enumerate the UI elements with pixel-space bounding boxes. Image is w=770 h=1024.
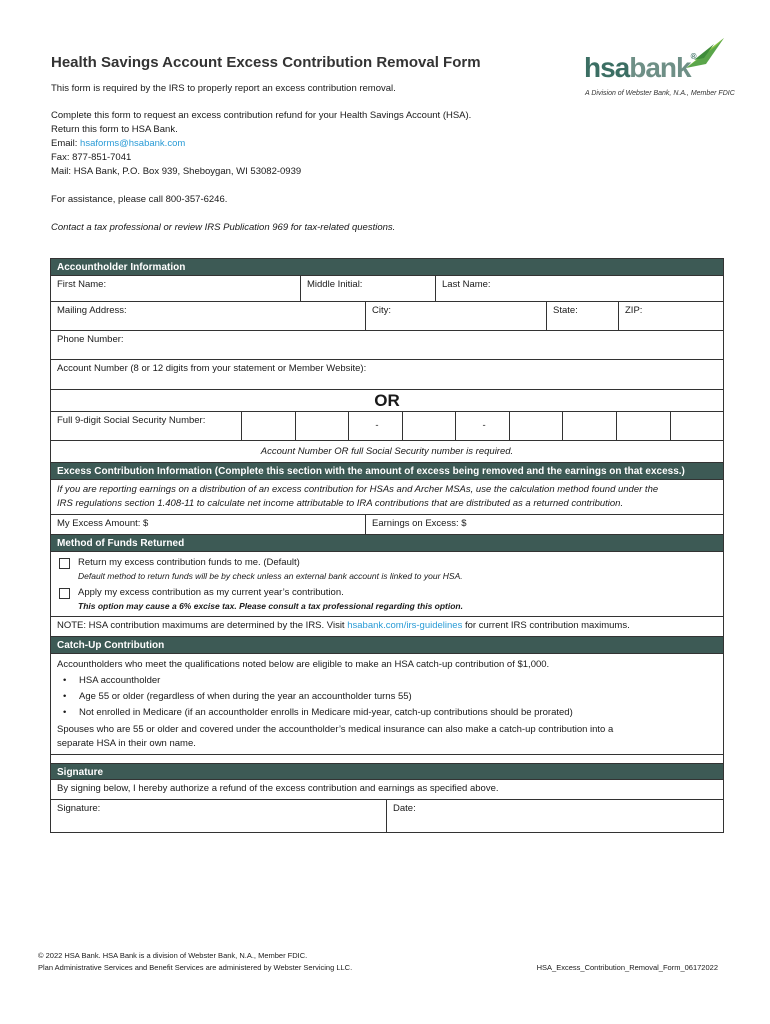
earnings-label: Earnings on Excess: $	[372, 518, 467, 529]
excess-amount-label: My Excess Amount: $	[57, 518, 149, 529]
spouse-note-line: separate HSA in their own name.	[57, 738, 196, 749]
footer-left	[38, 950, 352, 974]
first-name-label: First Name:	[57, 279, 107, 290]
list-item	[57, 689, 717, 705]
spouse-note	[57, 723, 717, 751]
earnings-note-line: If you are reporting earnings on a distribution of an excess contribution for HSAs and Archer MSAs, use the calculation method found under the	[57, 484, 659, 495]
irs-note-prefix: NOTE: HSA contribution maximums are determined by the IRS. Visit	[57, 620, 348, 631]
complete-instructions: Complete this form to request an excess contribution refund for your Health Savings Account (HSA).	[51, 110, 472, 121]
form-subtitle: This form is required by the IRS to properly report an excess contribution removal.	[51, 83, 396, 94]
account-number-label: Account Number (8 or 12 digits from your statement or Member Website):	[57, 363, 367, 374]
ssn-label: Full 9-digit Social Security Number:	[51, 412, 242, 440]
zip-label: ZIP:	[625, 305, 643, 316]
logo-tagline: A Division of Webster Bank, N.A., Member FDIC	[585, 90, 735, 97]
required-note: Account Number OR full Social Security number is required.	[51, 441, 723, 463]
email-link[interactable]: hsaforms@hsabank.com	[80, 138, 186, 149]
ssn-digit-box[interactable]	[617, 412, 671, 440]
spouse-note-line: Spouses who are 55 or older and covered under the accountholder’s medical insurance can also make a catch-up contribution into a	[57, 724, 614, 735]
return-option[interactable]	[59, 556, 717, 570]
irs-note	[51, 617, 723, 637]
ssn-digit-box[interactable]	[563, 412, 617, 440]
first-name-field[interactable]	[51, 276, 301, 301]
tax-contact-line: Contact a tax professional or review IRS Publication 969 for tax-related questions.	[51, 222, 396, 233]
ssn-digit-box[interactable]	[671, 412, 724, 440]
middle-initial-field[interactable]	[301, 276, 436, 301]
address-row	[51, 302, 723, 331]
catchup-heading: Catch-Up Contribution	[51, 637, 723, 654]
zip-field[interactable]	[619, 302, 723, 330]
bullet-icon: •	[63, 675, 67, 686]
earnings-note	[51, 480, 723, 515]
city-label: City:	[372, 305, 391, 316]
ssn-digit-box[interactable]	[296, 412, 350, 440]
list-item-text: Age 55 or older (regardless of when during the year an accountholder turns 55)	[79, 691, 412, 702]
footer-copyright: © 2022 HSA Bank. HSA Bank is a division of Webster Bank, N.A., Member FDIC.	[38, 951, 308, 960]
state-field[interactable]	[547, 302, 619, 330]
ssn-dash: -	[375, 420, 379, 431]
email-label: Email:	[51, 138, 78, 149]
ssn-digit-box[interactable]	[349, 412, 403, 440]
logo-hsa: hsa	[584, 52, 630, 83]
return-checkbox[interactable]	[59, 558, 70, 569]
ssn-digit-box[interactable]	[510, 412, 564, 440]
catchup-body	[51, 654, 723, 755]
ssn-digit-box[interactable]	[456, 412, 510, 440]
logo-wordmark	[584, 52, 696, 84]
email-line	[51, 137, 185, 151]
authorize-text: By signing below, I hereby authorize a refund of the excess contribution and earnings as specified above.	[51, 780, 723, 800]
mailing-address-label: Mailing Address:	[57, 305, 127, 316]
city-field[interactable]	[366, 302, 547, 330]
apply-option-label: Apply my excess contribution as my current year’s contribution.	[78, 587, 344, 598]
earnings-note-line: IRS regulations section 1.408-11 to calculate net income attributable to IRA contributions that are distributed as a returned contribution.	[57, 498, 624, 509]
apply-checkbox[interactable]	[59, 588, 70, 599]
phone-label: Phone Number:	[57, 334, 124, 345]
excess-amount-field[interactable]	[51, 515, 366, 534]
name-row	[51, 276, 723, 302]
mailing-address-field[interactable]	[51, 302, 366, 330]
signature-field[interactable]	[51, 800, 387, 832]
logo-bank: bank	[629, 52, 691, 83]
funds-heading: Method of Funds Returned	[51, 535, 723, 552]
excess-amount-row	[51, 515, 723, 535]
date-field[interactable]	[387, 800, 723, 832]
funds-options	[51, 552, 723, 617]
bullet-icon: •	[63, 691, 67, 702]
logo-registered: ®	[690, 52, 696, 61]
return-instructions: Return this form to HSA Bank.	[51, 124, 178, 135]
ssn-digit-box[interactable]	[242, 412, 296, 440]
last-name-label: Last Name:	[442, 279, 491, 290]
date-label: Date:	[393, 803, 416, 814]
excess-heading: Excess Contribution Information (Complete this section with the amount of excess being removed and the earnings on that excess.)	[51, 463, 723, 480]
assistance-line: For assistance, please call 800-357-6246.	[51, 194, 228, 205]
list-item-text: HSA accountholder	[79, 675, 161, 686]
middle-initial-label: Middle Initial:	[307, 279, 363, 290]
signature-heading: Signature	[51, 763, 723, 780]
form-title: Health Savings Account Excess Contribution Removal Form	[51, 54, 481, 71]
earnings-field[interactable]	[366, 515, 723, 534]
footer-admin: Plan Administrative Services and Benefit Services are administered by Webster Servicing LLC.	[38, 963, 353, 972]
irs-guidelines-link[interactable]: hsabank.com/irs-guidelines	[347, 620, 463, 631]
bullet-icon: •	[63, 707, 67, 718]
last-name-field[interactable]	[436, 276, 723, 301]
fax-line: Fax: 877-851-7041	[51, 152, 132, 163]
return-option-label: Return my excess contribution funds to me. (Default)	[78, 557, 300, 568]
hsabank-logo	[584, 38, 735, 100]
accountholder-heading: Accountholder Information	[51, 259, 723, 276]
list-item	[57, 673, 717, 689]
ssn-dash: -	[482, 420, 486, 431]
mail-line: Mail: HSA Bank, P.O. Box 939, Sheboygan, WI 53082-0939	[51, 166, 302, 177]
state-label: State:	[553, 305, 578, 316]
or-divider: OR	[51, 389, 723, 411]
ssn-row	[51, 411, 723, 441]
signature-row	[51, 800, 723, 832]
ssn-digit-box[interactable]	[403, 412, 457, 440]
catchup-intro: Accountholders who meet the qualifications noted below are eligible to make an HSA catch-up contribution of $1,000.	[57, 659, 550, 670]
account-number-row[interactable]	[51, 360, 723, 389]
irs-note-suffix: for current IRS contribution maximums.	[462, 620, 630, 631]
apply-option[interactable]	[59, 586, 717, 600]
footer-form-id: HSA_Excess_Contribution_Removal_Form_06172022	[536, 963, 718, 972]
apply-option-note: This option may cause a 6% excise tax. Please consult a tax professional regarding this option.	[78, 601, 463, 611]
return-option-note: Default method to return funds will be by check unless an external bank account is linked to your HSA.	[78, 571, 463, 581]
removal-form	[50, 258, 724, 833]
list-item	[57, 705, 717, 721]
phone-row[interactable]	[51, 331, 723, 360]
list-item-text: Not enrolled in Medicare (if an accountholder enrolls in Medicare mid-year, catch-up contributions should be prorated)	[79, 707, 573, 718]
signature-label: Signature:	[57, 803, 101, 814]
